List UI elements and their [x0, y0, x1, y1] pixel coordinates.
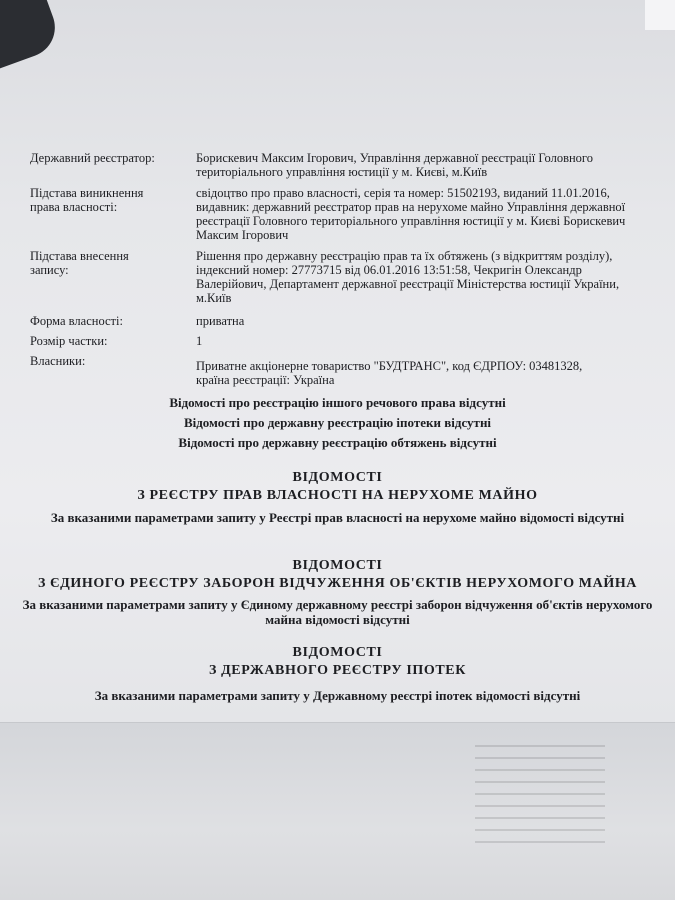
section-result: За вказаними параметрами запиту у Єдиному державному реєстрі заборон відчуження об'єктів нерухомого майна відомості відсутні — [22, 597, 653, 627]
section-subtitle: З ДЕРЖАВНОГО РЕЄСТРУ ІПОТЕК — [208, 663, 466, 678]
field-label-ownership-basis: Підстава виникнення права власності: — [30, 186, 144, 214]
status-line-other-rights: Відомості про реєстрацію іншого речового права відсутні — [169, 395, 506, 410]
field-value-record-basis: Рішення про державну реєстрацію прав та їх обтяжень (з відкриттям розділу), індексний номер: 27773715 від 06.01.2016 13:51:58, Чекригін Олександр Валерійович, Департамент державної реєстрації Міністерства юстиції України, м.Київ — [196, 249, 620, 305]
light-corner — [645, 0, 675, 30]
field-label-ownership-form: Форма власності: — [30, 314, 123, 328]
section-subtitle: З ЄДИНОГО РЕЄСТРУ ЗАБОРОН ВІДЧУЖЕННЯ ОБ'ЄКТІВ НЕРУХОМОГО МАЙНА — [37, 576, 638, 591]
field-value-ownership-basis: свідоцтво про право власності, серія та номер: 51502193, виданий 11.01.2016, видавник: державний реєстратор прав на нерухоме майно Управління державної реєстрації Головного територіального управління юстиції у м. Києві Борискевич Максим Ігорович — [196, 186, 626, 242]
section-subtitle: З РЕЄСТРУ ПРАВ ВЛАСНОСТІ НА НЕРУХОМЕ МАЙНО — [137, 488, 538, 503]
field-label-owners: Власники: — [30, 354, 86, 368]
section-result: За вказаними параметрами запиту у Реєстрі прав власності на нерухоме майно відомості відсутні — [50, 510, 625, 525]
field-value-registrar: Борискевич Максим Ігорович, Управління державної реєстрації Головного територіального управління юстиції у м. Києві, м.Київ — [196, 151, 593, 179]
status-line-mortgage: Відомості про державну реєстрацію іпотеки відсутні — [183, 415, 492, 430]
section-title: ВІДОМОСТІ — [292, 470, 383, 485]
field-label-record-basis: Підстава внесення запису: — [30, 249, 129, 277]
status-line-encumbrances: Відомості про державну реєстрацію обтяжень відсутні — [178, 435, 497, 450]
field-value-share-size: 1 — [196, 334, 203, 348]
show-through-text — [475, 735, 605, 875]
field-value-owners: Приватне акціонерне товариство "БУДТРАНС", код ЄДРПОУ: 03481328, країна реєстрації: Україна — [196, 359, 583, 387]
field-value-ownership-form: приватна — [196, 314, 245, 328]
section-result: За вказаними параметрами запиту у Державному реєстрі іпотек відомості відсутні — [94, 688, 581, 703]
field-label-registrar: Державний реєстратор: — [30, 151, 155, 165]
section-title: ВІДОМОСТІ — [292, 558, 383, 573]
field-label-share-size: Розмір частки: — [30, 334, 108, 348]
section-title: ВІДОМОСТІ — [292, 645, 383, 660]
